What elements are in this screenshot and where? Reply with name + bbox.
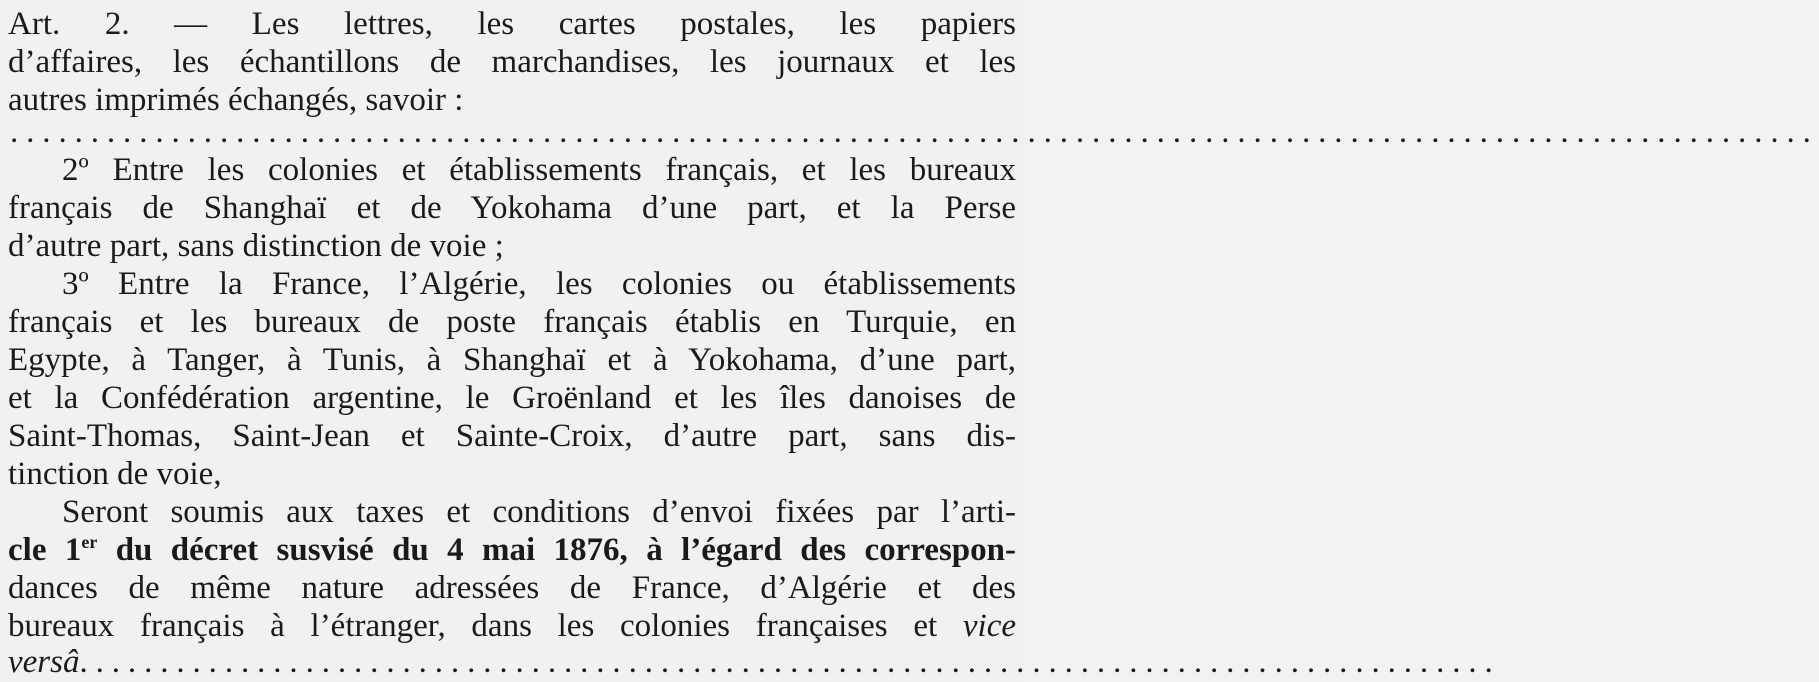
separator-dots: ................................................................................................................ (10, 114, 1819, 150)
article-line-3: autres imprimés échangés, savoir : (8, 82, 464, 118)
item-3-line-5: Saint-Thomas, Saint-Jean et Sainte-Croix, d’autre part, sans dis- (8, 418, 1016, 454)
item-3-line-6: tinction de voie, (8, 456, 222, 492)
conclusion-line-4-text: bureaux français à l’étranger, dans les colonies françaises et (8, 608, 963, 644)
item-2-line-1: 2º Entre les colonies et établissements français, et les bureaux (62, 152, 1016, 188)
article-line-1: Art. 2. — Les lettres, les cartes postales, les papiers (8, 6, 1016, 42)
item-3-line-3: Egypte, à Tanger, à Tunis, à Shanghaï et à Yokohama, d’une part, (8, 342, 1016, 378)
conclusion-line-2-start: cle 1 (8, 532, 82, 568)
ordinal-superscript: er (81, 532, 98, 552)
versa-italic: versâ (8, 644, 80, 680)
article-line-2: d’affaires, les échantillons de marchandises, les journaux et les (8, 44, 1016, 80)
trailing-dots: ........................................................................................ (79, 644, 1501, 680)
conclusion-line-2-end: du décret susvisé du 4 mai 1876, à l’égard des correspon- (97, 532, 1016, 568)
conclusion-line-3: dances de même nature adressées de France, d’Algérie et des (8, 570, 1016, 606)
item-2-line-2: français de Shanghaï et de Yokohama d’une part, et la Perse (8, 190, 1016, 226)
vice-italic: vice (962, 608, 1016, 644)
conclusion-line-4 (8, 608, 1016, 645)
item-3-line-2: français et les bureaux de poste français établis en Turquie, en (8, 304, 1016, 340)
item-3-line-4: et la Confédération argentine, le Groënland et les îles danoises de (8, 380, 1016, 416)
conclusion-line-2 (8, 532, 1016, 569)
conclusion-line-5 (8, 644, 1501, 681)
item-2-line-3: d’autre part, sans distinction de voie ; (8, 228, 504, 264)
item-3-line-1: 3º Entre la France, l’Algérie, les colonies ou établissements (62, 266, 1016, 302)
conclusion-line-1: Seront soumis aux taxes et conditions d’envoi fixées par l’arti- (62, 494, 1016, 530)
